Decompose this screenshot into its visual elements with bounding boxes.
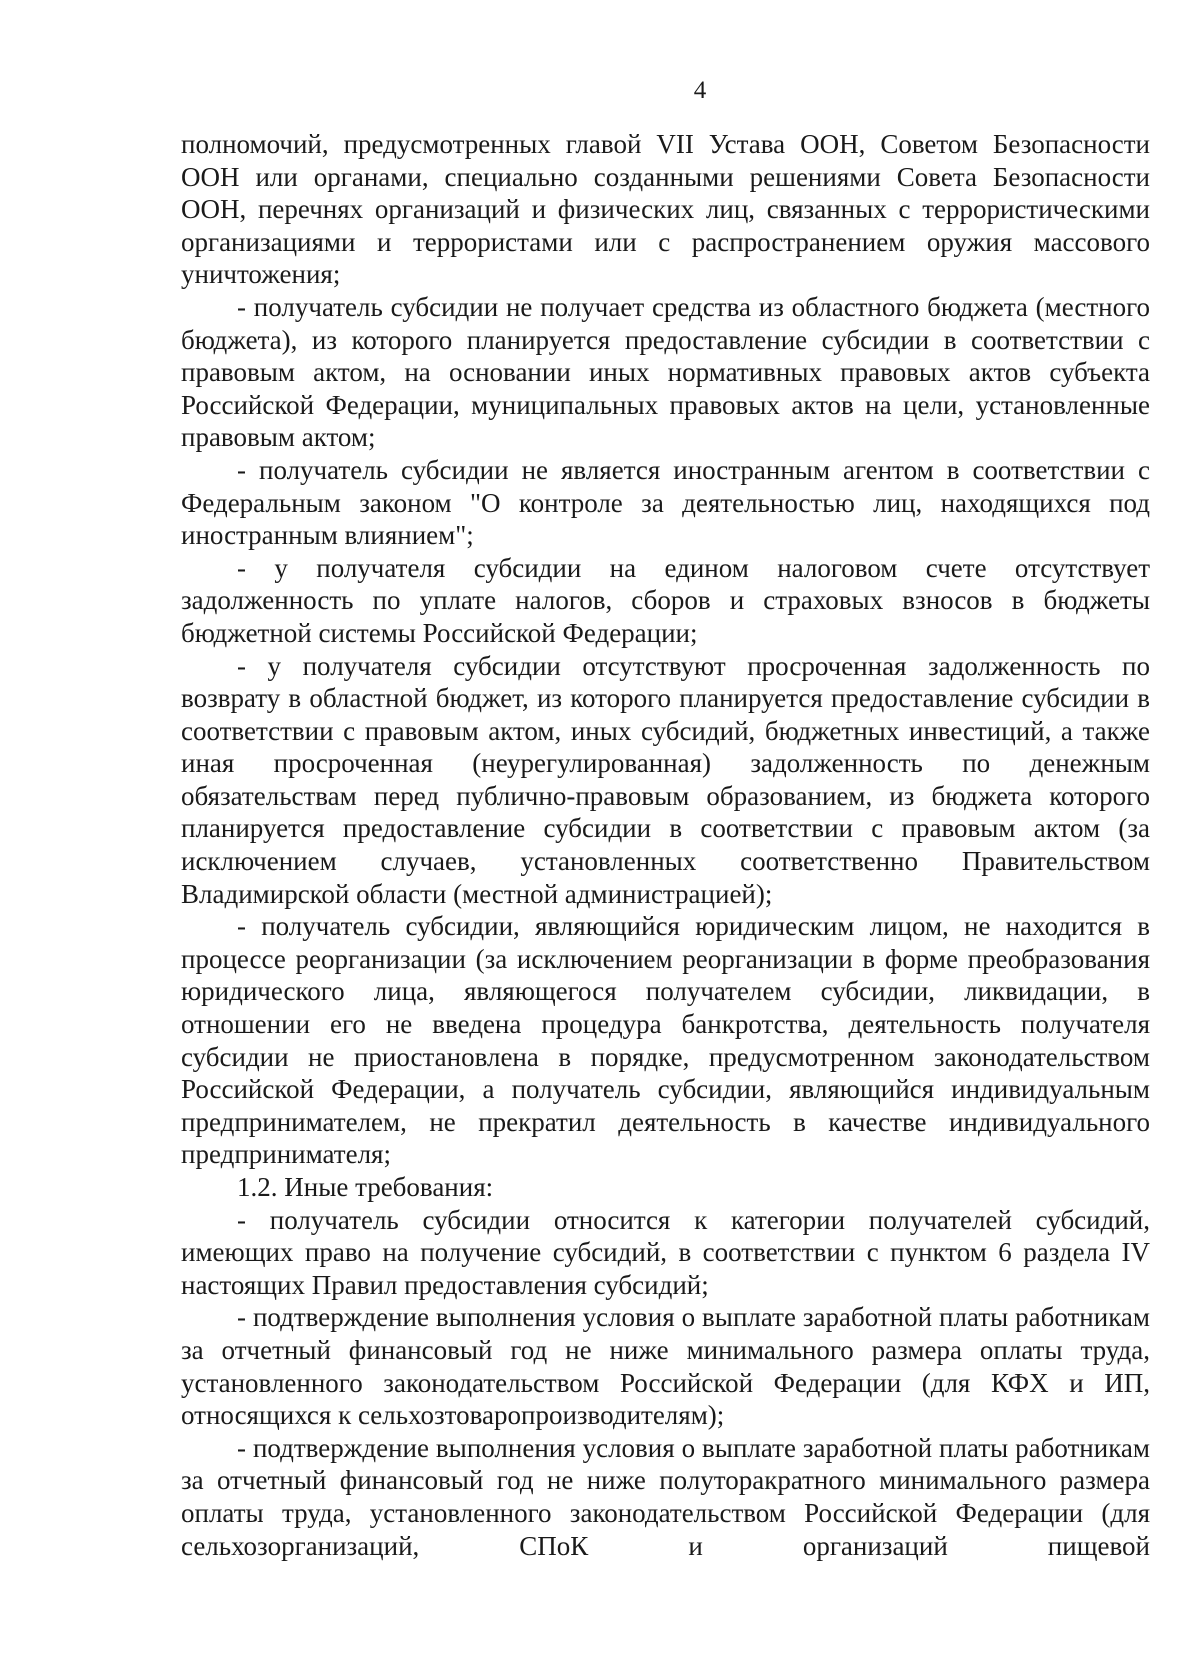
paragraph-recipient-category: - получатель субсидии относится к категории получателей субсидий, имеющих право на получение субсидий, в соответствии с пунктом 6 раздела IV настоящих Правил предоставления субсидий; [181,1204,1150,1300]
paragraph-one-and-half-minimum-wage: - подтверждение выполнения условия о выплате заработной платы работникам за отчетный финансовый год не ниже полуторакратного минимального размера оплаты труда, установленного законодательством Российской Федерации (для сельхозорганизаций, СПоК и организаций пищевой [181,1432,1150,1561]
paragraph-no-budget-funds: - получатель субсидии не получает средства из областного бюджета (местного бюджета), из которого планируется предоставление субсидии в соответствии с правовым актом, на основании иных нормативных правовых актов субъекта Российской Федерации, муниципальных правовых актов на цели, установленные правовым актом; [181,291,1150,453]
document-body [181,128,1150,1562]
paragraph-no-overdue-debt: - у получателя субсидии отсутствуют просроченная задолженность по возврату в областной бюджет, из которого планируется предоставление субсидии в соответствии с правовым актом, иных субсидий, бюджетных инвестиций, а также иная просроченная (неурегулированная) задолженность по денежным обязательствам перед публично-правовым образованием, из бюджета которого планируется предоставление субсидии в соответствии с правовым актом (за исключением случаев, установленных соответственно Правительством Владимирской области (местной администрацией); [181,650,1150,909]
paragraph-minimum-wage: - подтверждение выполнения условия о выплате заработной платы работникам за отчетный финансовый год не ниже минимального размера оплаты труда, установленного законодательством Российской Федерации (для КФХ и ИП, относящихся к сельхозтоваропроизводителям); [181,1302,1150,1431]
page-number: 4 [693,77,707,104]
paragraph-continuation: полномочий, предусмотренных главой VII Устава ООН, Советом Безопасности ООН или органами, специально созданными решениями Совета Безопасности ООН, перечнях организаций и физических лиц, связанных с террористическими организациями и террористами или с распространением оружия массового уничтожения; [181,129,1150,290]
section-heading-other-requirements: 1.2. Иные требования: [237,1172,494,1202]
paragraph-no-tax-debt: - у получателя субсидии на едином налоговом счете отсутствует задолженность по уплате налогов, сборов и страховых взносов в бюджеты бюджетной системы Российской Федерации; [181,552,1150,648]
paragraph-no-reorganization: - получатель субсидии, являющийся юридическим лицом, не находится в процессе реорганизации (за исключением реорганизации в форме преобразования юридического лица, являющегося получателем субсидии, ликвидации, в отношении его не введена процедура банкротства, деятельность получателя субсидии не приостановлена в порядке, предусмотренном законодательством Российской Федерации, а получатель субсидии, являющийся индивидуальным предпринимателем, не прекратил деятельность в качестве индивидуального предпринимателя; [181,911,1150,1170]
paragraph-not-foreign-agent: - получатель субсидии не является иностранным агентом в соответствии с Федеральным законом "О контроле за деятельностью лиц, находящихся под иностранным влиянием"; [181,454,1150,551]
